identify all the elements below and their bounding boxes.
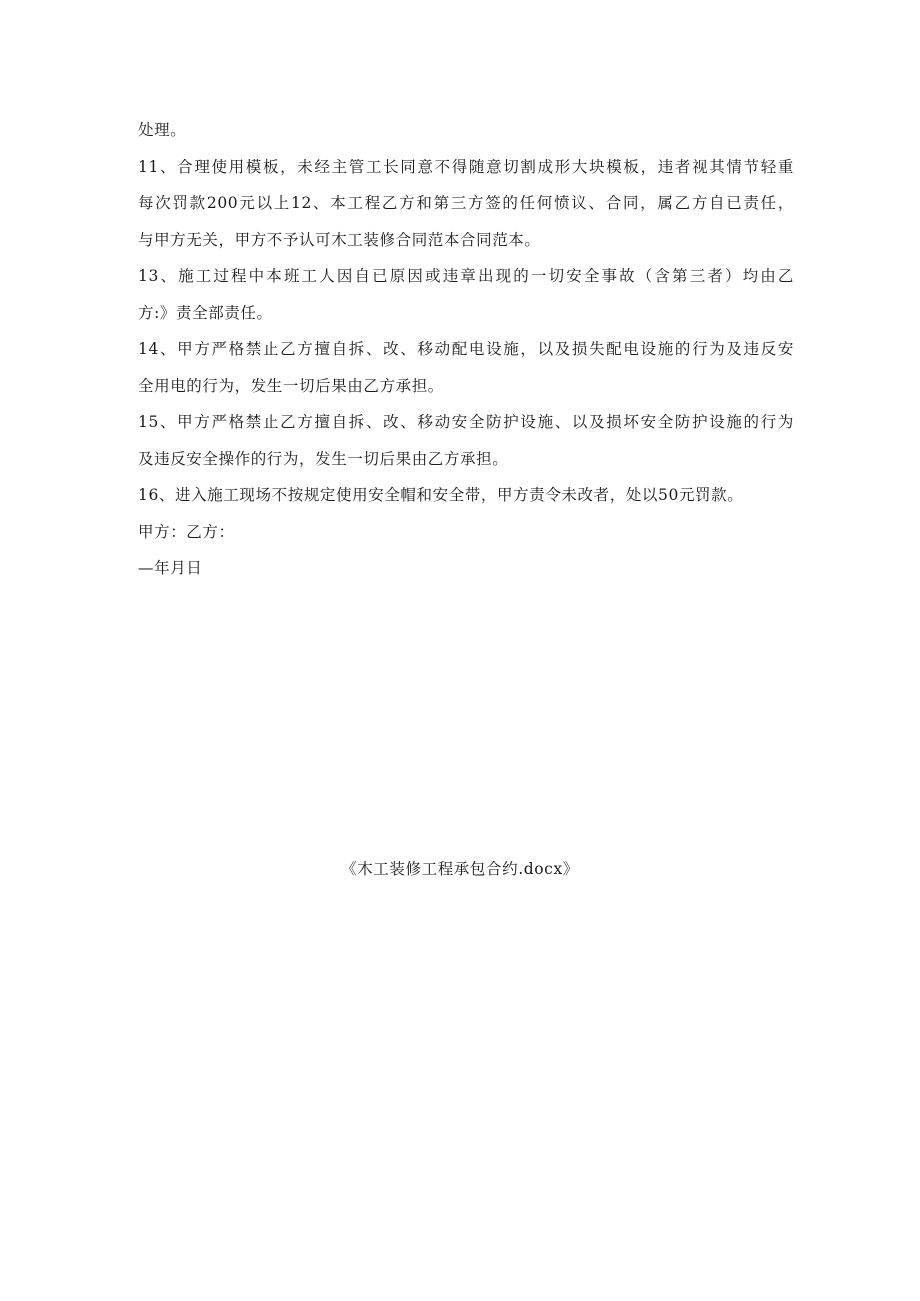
clause-13-line-2: 方:》责全部责任。 (138, 303, 273, 322)
document-footer-filename: 《木工装修工程承包合约.docx》 (341, 860, 579, 878)
signature-date: —年月日 (138, 559, 203, 577)
clause-15-line-2: 及违反安全操作的行为，发生一切后果由乙方承担。 (138, 449, 509, 468)
text-line-continuation: 处理。 (138, 121, 187, 139)
signature-parties: 甲方：乙方： (138, 522, 235, 541)
clause-14-line-2: 全用电的行为，发生一切后果由乙方承担。 (138, 376, 444, 395)
clause-13-line-1: 13、施工过程中本班工人因自已原因或违章出现的一切安全事故（含第三者）均由乙 (138, 267, 794, 285)
contract-body (138, 112, 794, 587)
clause-11-line-1: 11、合理使用模板，未经主管工长同意不得随意切割成形大块模板，违者视其情节轻重 (138, 157, 794, 176)
clause-14-line-1: 14、甲方严格禁止乙方擅自拆、改、移动配电设施，以及损失配电设施的行为及违反安 (138, 340, 794, 358)
clause-11-12-line-2: 每次罚款200元以上12、本工程乙方和第三方签的任何愤议、合同，属乙方自已责任， (138, 194, 794, 212)
clause-15-line-1: 15、甲方严格禁止乙方擅自拆、改、移动安全防护设施、以及损坏安全防护设施的行为 (138, 413, 794, 431)
clause-12-line-3: 与甲方无关，甲方不予认可木工装修合同范本合同范本。 (138, 230, 541, 249)
clause-16-line-1: 16、进入施工现场不按规定使用安全帽和安全带，甲方责令未改者，处以50元罚款。 (138, 486, 744, 504)
